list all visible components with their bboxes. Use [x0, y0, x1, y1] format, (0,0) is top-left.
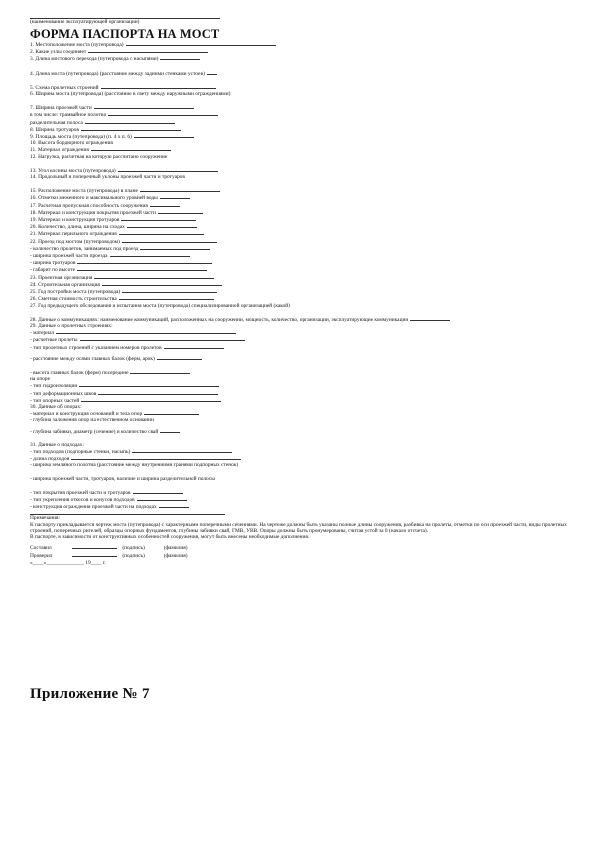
- fill-line[interactable]: [133, 489, 183, 494]
- fill-line[interactable]: [158, 209, 203, 214]
- fill-line[interactable]: [80, 336, 245, 341]
- fill-line[interactable]: [101, 84, 216, 89]
- form-line: 14. Продольный и поперечный уклоны проезжей части и тротуаров: [30, 174, 185, 181]
- fill-line[interactable]: [81, 126, 181, 131]
- form-line: 24. Строительная организация: [30, 281, 575, 288]
- signature-row-checked: Проверил (подпись) (фамилия): [30, 553, 188, 560]
- fill-line[interactable]: [134, 133, 194, 138]
- form-line: - тип покрытия проезжей части и тротуаров: [30, 489, 575, 496]
- form-line: - конструкция ограждения проезжей части на подходах: [30, 503, 575, 510]
- fill-line[interactable]: [160, 428, 180, 433]
- form-line: - ширина проезжей части проезда: [30, 252, 575, 259]
- form-line: 25. Год постройки моста (путепровода): [30, 288, 575, 295]
- fill-line[interactable]: [94, 104, 194, 109]
- form-line: 2. Какие узлы соединяет: [30, 48, 575, 55]
- signature-line[interactable]: [72, 544, 117, 549]
- form-line: 23. Проектная организация: [30, 274, 575, 281]
- signature-row-compiled: Составил (подпись) (фамилия): [30, 545, 188, 552]
- notes-heading: Примечания:: [30, 515, 60, 522]
- fill-line[interactable]: [150, 202, 180, 207]
- form-line: - тип подходов (подпорные стенки, насыпь): [30, 448, 575, 455]
- fill-line[interactable]: [85, 119, 175, 124]
- fill-line[interactable]: [140, 187, 220, 192]
- form-line: - тип пролетных строений с указанием номеров пролетов: [30, 344, 575, 351]
- form-line: - глубина заложения опор на естественном основании: [30, 417, 154, 424]
- notes-paragraph: В паспорте, в зависимости от конструктивных особенностей сооружения, могут быть внесены необходимые дополнения.: [30, 533, 310, 540]
- passport-form: [30, 13, 575, 567]
- fill-line[interactable]: [110, 252, 190, 257]
- form-line: 4. Длина моста (путепровода) (расстояние между задними стенками устоев): [30, 70, 575, 77]
- form-title: ФОРМА ПАСПОРТА НА МОСТ: [30, 27, 220, 41]
- form-line: 7. Ширина проезжей части: [30, 104, 575, 111]
- form-line: 12. Нагрузка, расчетная на которую рассчитано сооружение: [30, 153, 168, 160]
- fill-line[interactable]: [160, 55, 200, 60]
- fill-line[interactable]: [119, 295, 214, 300]
- form-line: - высота главных балок (ферм) посередине: [30, 369, 575, 376]
- fill-line[interactable]: [132, 448, 232, 453]
- form-line: - длина подходов: [30, 455, 575, 462]
- fill-line[interactable]: [207, 70, 217, 75]
- form-line: 26. Сметная стоимость строительства: [30, 295, 575, 302]
- fill-line[interactable]: [56, 329, 236, 334]
- form-line: в том числе: трамвайное полотно: [30, 111, 575, 118]
- form-line: 31. Данные о подходах:: [30, 441, 84, 448]
- fill-line[interactable]: [121, 216, 196, 221]
- signature-line[interactable]: [72, 552, 117, 557]
- fill-line[interactable]: [130, 369, 190, 374]
- fill-line[interactable]: [119, 230, 204, 235]
- form-line: 8. Ширина тротуаров: [30, 126, 575, 133]
- form-line: - ширина тротуаров: [30, 259, 575, 266]
- fill-line[interactable]: [157, 355, 202, 360]
- form-line: - ширина земляного полотна (расстояние между внутренними гранями подпорных стенок): [30, 462, 239, 469]
- fill-line[interactable]: [71, 455, 241, 460]
- fill-line[interactable]: [159, 503, 189, 508]
- fill-line[interactable]: [91, 146, 171, 151]
- fill-line[interactable]: [94, 274, 214, 279]
- fill-line[interactable]: [79, 382, 219, 387]
- form-line: 19. Материал и конструкция тротуаров: [30, 216, 575, 223]
- form-line: - расчетные пролеты: [30, 336, 575, 343]
- form-line: - глубина забивки, диаметр (сечение) и количество свай: [30, 428, 575, 435]
- form-line: 15. Расположение моста (путепровода) в плане: [30, 187, 575, 194]
- fill-line[interactable]: [118, 167, 218, 172]
- fill-line[interactable]: [122, 288, 217, 293]
- fill-line[interactable]: [88, 48, 208, 53]
- form-line: 5. Схема пролетных строений: [30, 84, 575, 91]
- appendix-heading: Приложение № 7: [30, 686, 150, 702]
- form-line: 17. Расчетная пропускная способность сооружения: [30, 202, 575, 209]
- org-caption: (наименование эксплуатирующей организации): [30, 19, 140, 25]
- fill-line[interactable]: [137, 496, 187, 501]
- fill-line[interactable]: [77, 259, 212, 264]
- form-line: - ширина проезжей части, тротуаров, наличие и ширина разделительной полосы: [30, 475, 215, 482]
- fill-line[interactable]: [108, 111, 218, 116]
- form-line: 29. Данные о пролетных строениях:: [30, 322, 113, 329]
- form-line: 21. Материал перильного ограждения: [30, 230, 575, 237]
- form-line: 28. Данные о коммуникациях: наименование коммуникаций, расположенных на сооружении, мощность, количество, организации, эксплуатирующие коммуникации: [30, 316, 575, 323]
- form-line: - материал: [30, 329, 575, 336]
- form-line: 1. Местоположение моста (путепровода): [30, 41, 575, 48]
- fill-line[interactable]: [127, 223, 197, 228]
- form-line: - тип гидроизоляции: [30, 382, 575, 389]
- fill-line[interactable]: [144, 410, 199, 415]
- form-line: - материал и конструкция оснований и тела опор: [30, 410, 575, 417]
- form-line: 3. Длина мостового перехода (путепровода с насыпями): [30, 55, 575, 62]
- fill-line[interactable]: [122, 238, 217, 243]
- signature-date[interactable]: «____»______________ 19____ г.: [30, 560, 106, 567]
- form-line: разделительная полоса: [30, 119, 575, 126]
- form-line: 22. Проезд под мостом (путепроводом): [30, 238, 575, 245]
- fill-line[interactable]: [77, 266, 207, 271]
- form-line: на опоре: [30, 376, 50, 383]
- form-line: - тип укрепления откосов и конусов подходов: [30, 496, 575, 503]
- form-line: - тип деформационных швов: [30, 390, 575, 397]
- fill-line[interactable]: [81, 397, 221, 402]
- form-line: 18. Материал и конструкция покрытия проезжей части: [30, 209, 575, 216]
- form-line: 11. Материал ограждения: [30, 146, 575, 153]
- fill-line[interactable]: [98, 390, 218, 395]
- form-line: - расстояние между осями главных балок (ферм, арок): [30, 355, 575, 362]
- form-line: 27. Год предыдущего обследования и испытания моста (путепровода) специализированной организацией (какой): [30, 302, 290, 309]
- fill-line[interactable]: [160, 194, 190, 199]
- form-line: 6. Ширина моста (путепровода) (расстояние в свету между наружными ограждениями): [30, 91, 231, 98]
- notes-paragraph: К паспорту прикладывается чертеж моста (путепровода) с характерными поперечными сечениями. На чертеже должны быть указаны полные длины сооружения, разбивка на пролеты, отметки по оси проезжей части, виды пролетных строений, поперечных ригелей, образцы опорных фундаментов, глубины забивки свай, ГМВ, УВВ. Опоры должны быть пронумерованы, считая устой за 0 (начало отсчета).: [30, 521, 567, 534]
- fill-line[interactable]: [164, 344, 224, 349]
- form-line: 30. Данные об опорах:: [30, 403, 82, 410]
- form-line: 13. Угол косины моста (путепровода): [30, 167, 575, 174]
- form-line: 20. Количество, длина, ширина на сходах: [30, 223, 575, 230]
- form-line: - количество пролетов, занимаемых под проезд: [30, 245, 575, 252]
- fill-line[interactable]: [140, 245, 210, 250]
- form-line: - тип опорных частей: [30, 397, 575, 404]
- form-line: - габарит по высоте: [30, 266, 575, 273]
- fill-line[interactable]: [410, 316, 450, 321]
- form-line: 16. Отметки меженного и максимального уровней воды: [30, 194, 575, 201]
- fill-line[interactable]: [102, 281, 222, 286]
- fill-line[interactable]: [126, 41, 276, 46]
- form-line: 10. Высота бордюрного ограждения: [30, 140, 113, 147]
- form-line: 9. Площадь моста (путепровода) (п. 4 х п. 6): [30, 133, 575, 140]
